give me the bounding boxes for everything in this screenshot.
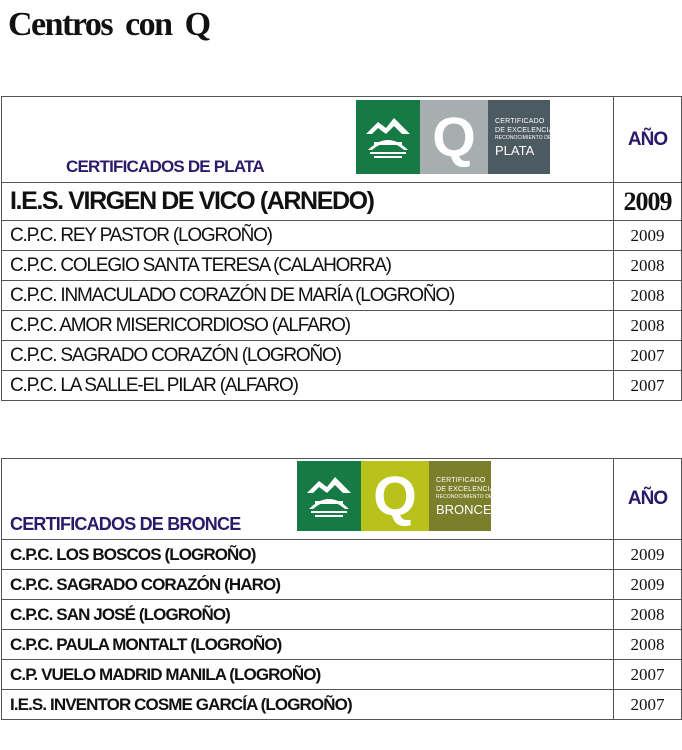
- center-year: 2009: [614, 183, 682, 221]
- table-row: [2, 311, 682, 341]
- plata-emblem-icon: [356, 100, 420, 174]
- center-name: C.P.C. LA SALLE-EL PILAR (ALFARO): [2, 371, 614, 401]
- center-year: 2008: [614, 630, 682, 660]
- plata-table: [1, 96, 682, 401]
- plata-heading: CERTIFICADOS DE PLATA: [66, 157, 264, 176]
- plata-logo-line3: RECONOCIMIENTO DE: [495, 134, 552, 141]
- table-row: [2, 221, 682, 251]
- bronce-year-header: AÑO: [614, 459, 682, 540]
- plata-header-row: [2, 97, 682, 183]
- bronce-header-cell: [2, 459, 614, 540]
- plata-header-cell: [2, 97, 614, 183]
- bronce-logo-line3: RECONOCIMIENTO DE: [436, 493, 493, 500]
- plata-q-letter: Q: [432, 105, 476, 168]
- table-row: [2, 600, 682, 630]
- plata-logo-line2: DE EXCELENCIA: [495, 126, 554, 134]
- center-year: 2007: [614, 690, 682, 720]
- bronce-emblem-icon: [297, 461, 361, 531]
- plata-logo-text: [488, 100, 554, 174]
- center-year: 2008: [614, 281, 682, 311]
- center-name: C.P.C. COLEGIO SANTA TERESA (CALAHORRA): [2, 251, 614, 281]
- plata-certificate-logo: [356, 100, 554, 174]
- center-name: I.E.S. VIRGEN DE VICO (ARNEDO): [2, 183, 614, 221]
- center-name: C.P.C. INMACULADO CORAZÓN DE MARÍA (LOGROÑO): [2, 281, 614, 311]
- center-year: 2009: [614, 570, 682, 600]
- bronce-q-panel: [361, 461, 429, 531]
- table-row: [2, 540, 682, 570]
- plata-year-header: AÑO: [614, 97, 682, 183]
- bronce-certificate-logo: [297, 461, 495, 531]
- center-name: C.P.C. SAN JOSÉ (LOGROÑO): [2, 600, 614, 630]
- table-row: [2, 690, 682, 720]
- table-row: [2, 341, 682, 371]
- center-year: 2007: [614, 341, 682, 371]
- bronce-logo-level: BRONCE: [436, 501, 492, 517]
- center-name: C.P.C. PAULA MONTALT (LOGROÑO): [2, 630, 614, 660]
- plata-logo-level: PLATA: [495, 142, 535, 158]
- center-name: C.P.C. LOS BOSCOS (LOGROÑO): [2, 540, 614, 570]
- bronce-heading: CERTIFICADOS DE BRONCE: [10, 514, 241, 534]
- table-row: [2, 570, 682, 600]
- plata-logo-line1: CERTIFICADO: [495, 117, 545, 125]
- center-year: 2008: [614, 600, 682, 630]
- center-name: I.E.S. INVENTOR COSME GARCÍA (LOGROÑO): [2, 690, 614, 720]
- center-year: 2008: [614, 251, 682, 281]
- table-row: [2, 630, 682, 660]
- center-name: C.P.C. SAGRADO CORAZÓN (LOGROÑO): [2, 341, 614, 371]
- center-year: 2009: [614, 540, 682, 570]
- table-row: [2, 281, 682, 311]
- bronce-logo-text: [429, 461, 495, 531]
- center-year: 2008: [614, 311, 682, 341]
- bronce-header-row: [2, 459, 682, 540]
- bronce-logo-line1: CERTIFICADO: [436, 476, 486, 484]
- bronce-logo-line2: DE EXCELENCIA: [436, 485, 495, 493]
- bronce-table: [1, 458, 682, 720]
- table-row: [2, 251, 682, 281]
- center-year: 2007: [614, 371, 682, 401]
- center-name: C.P.C. REY PASTOR (LOGROÑO): [2, 221, 614, 251]
- page-title: Centros con Q: [8, 6, 210, 43]
- center-name: C.P. VUELO MADRID MANILA (LOGROÑO): [2, 660, 614, 690]
- bronce-q-letter: Q: [373, 464, 417, 527]
- plata-q-panel: [420, 100, 488, 174]
- center-name: C.P.C. SAGRADO CORAZÓN (HARO): [2, 570, 614, 600]
- table-row: [2, 183, 682, 221]
- table-row: [2, 660, 682, 690]
- center-name: C.P.C. AMOR MISERICORDIOSO (ALFARO): [2, 311, 614, 341]
- center-year: 2009: [614, 221, 682, 251]
- center-year: 2007: [614, 660, 682, 690]
- table-row: [2, 371, 682, 401]
